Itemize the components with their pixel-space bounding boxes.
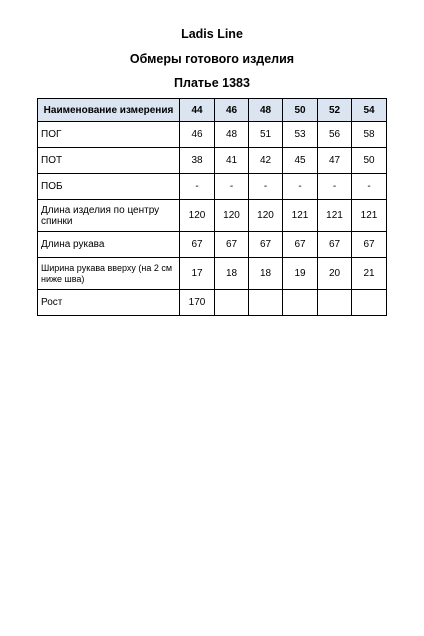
table-cell: 67 [180, 232, 215, 258]
table-cell [318, 290, 352, 316]
table-row [38, 232, 387, 258]
table-row [38, 290, 387, 316]
table-cell: 53 [283, 122, 318, 148]
row-label: ПОТ [38, 148, 180, 174]
row-label: Рост [38, 290, 180, 316]
table-cell: 120 [249, 200, 283, 232]
table-cell: 56 [318, 122, 352, 148]
table-cell: 120 [180, 200, 215, 232]
row-label: Длина рукава [38, 232, 180, 258]
row-label: Длина изделия по центру спинки [38, 200, 180, 232]
table-cell: - [283, 174, 318, 200]
table-cell [249, 290, 283, 316]
table-row [38, 258, 387, 290]
table-cell: 170 [180, 290, 215, 316]
table-cell: - [352, 174, 387, 200]
table-cell: 121 [283, 200, 318, 232]
table-cell: 21 [352, 258, 387, 290]
document-subtitle: Обмеры готового изделия [129, 52, 295, 66]
table-cell: - [249, 174, 283, 200]
brand-title: Ladis Line [181, 27, 243, 41]
table-cell: 38 [180, 148, 215, 174]
table-cell: 45 [283, 148, 318, 174]
column-header-size: 50 [283, 99, 318, 122]
product-title: Платье 1383 [174, 76, 250, 90]
table-cell: 120 [215, 200, 249, 232]
table-row [38, 148, 387, 174]
table-cell: 50 [352, 148, 387, 174]
table-cell [215, 290, 249, 316]
table-cell: - [215, 174, 249, 200]
table-cell: 67 [318, 232, 352, 258]
table-cell: 48 [215, 122, 249, 148]
column-header-size: 44 [180, 99, 215, 122]
table-cell: 67 [283, 232, 318, 258]
row-label: ПОБ [38, 174, 180, 200]
table-cell: 42 [249, 148, 283, 174]
row-label: ПОГ [38, 122, 180, 148]
table-cell: 41 [215, 148, 249, 174]
column-header-size: 52 [318, 99, 352, 122]
table-row [38, 174, 387, 200]
table-row [38, 122, 387, 148]
table-cell: 17 [180, 258, 215, 290]
table-cell: 121 [352, 200, 387, 232]
table-header-row [38, 99, 387, 122]
table-cell: 20 [318, 258, 352, 290]
table-cell: 46 [180, 122, 215, 148]
table-cell: 19 [283, 258, 318, 290]
row-label: Ширина рукава вверху (на 2 см ниже шва) [38, 258, 180, 290]
table-cell: - [318, 174, 352, 200]
table-cell: - [180, 174, 215, 200]
table-row [38, 200, 387, 232]
table-cell [352, 290, 387, 316]
table-cell: 47 [318, 148, 352, 174]
table-cell: 18 [249, 258, 283, 290]
table-cell: 121 [318, 200, 352, 232]
table-cell: 18 [215, 258, 249, 290]
table-cell [283, 290, 318, 316]
column-header-size: 48 [249, 99, 283, 122]
column-header-size: 54 [352, 99, 387, 122]
table-cell: 67 [352, 232, 387, 258]
table-cell: 67 [215, 232, 249, 258]
table-cell: 67 [249, 232, 283, 258]
measurements-table [37, 98, 387, 316]
table-cell: 58 [352, 122, 387, 148]
column-header-measurement: Наименование измерения [38, 99, 180, 122]
table-cell: 51 [249, 122, 283, 148]
column-header-size: 46 [215, 99, 249, 122]
